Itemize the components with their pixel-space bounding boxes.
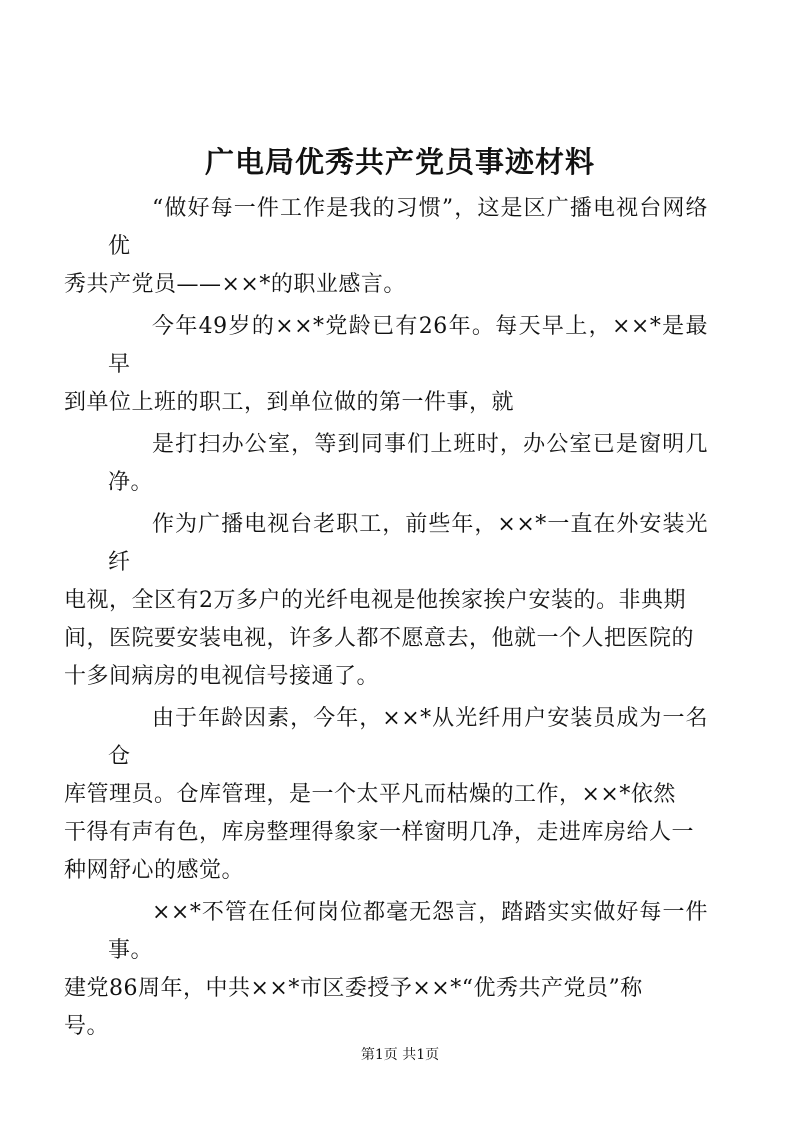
paragraph-6 <box>64 894 708 1046</box>
paragraph-line: 由于年龄因素，今年，××*从光纤用户安装员成为一名仓 <box>108 706 708 769</box>
paragraph-5 <box>64 700 708 890</box>
paragraph-1 <box>64 190 708 304</box>
paragraph-2 <box>64 308 708 422</box>
paragraph-line: 种网舒心的感觉。 <box>64 858 245 883</box>
paragraph-line: 今年49岁的××*党龄已有26年。每天早上，××*是最早 <box>108 314 708 377</box>
paragraph-line: 建党86周年，中共××*市区委授予××*“优秀共产党员”称 <box>64 976 643 1001</box>
paragraph-line: 作为广播电视台老职工，前些年，××*一直在外安装光纤 <box>108 512 708 575</box>
paragraph-line: 秀共产党员——××*的职业感言。 <box>64 272 406 297</box>
document-title: 广电局优秀共产党员事迹材料 <box>204 145 595 179</box>
paragraph-line: 十多间病房的电视信号接通了。 <box>64 664 380 689</box>
paragraph-line: 到单位上班的职工，到单位做的第一件事，就 <box>64 390 515 415</box>
paragraph-4 <box>64 506 708 696</box>
paragraph-line: 电视，全区有2万多户的光纤电视是他挨家挨户安装的。非典期 <box>64 588 686 613</box>
paragraph-line: 干得有声有色，库房整理得象家一样窗明几净，走进库房给人一 <box>64 820 695 845</box>
paragraph-line: ××*不管在任何岗位都毫无怨言，踏踏实实做好每一件事。 <box>108 900 708 963</box>
paragraph-line: 库管理员。仓库管理，是一个太平凡而枯燥的工作，××*依然 <box>64 782 676 807</box>
paragraph-line: 号。 <box>64 1014 110 1039</box>
paragraph-line: 是打扫办公室，等到同事们上班时，办公室已是窗明几净。 <box>108 432 708 495</box>
paragraph-3 <box>108 426 708 502</box>
page-footer: 第1页 共1页 <box>360 1047 440 1063</box>
document-body <box>64 190 708 1046</box>
paragraph-line: 间，医院要安装电视，许多人都不愿意去，他就一个人把医院的 <box>64 626 695 651</box>
paragraph-line: “做好每一件工作是我的习惯”，这是区广播电视台网络优 <box>108 196 708 259</box>
